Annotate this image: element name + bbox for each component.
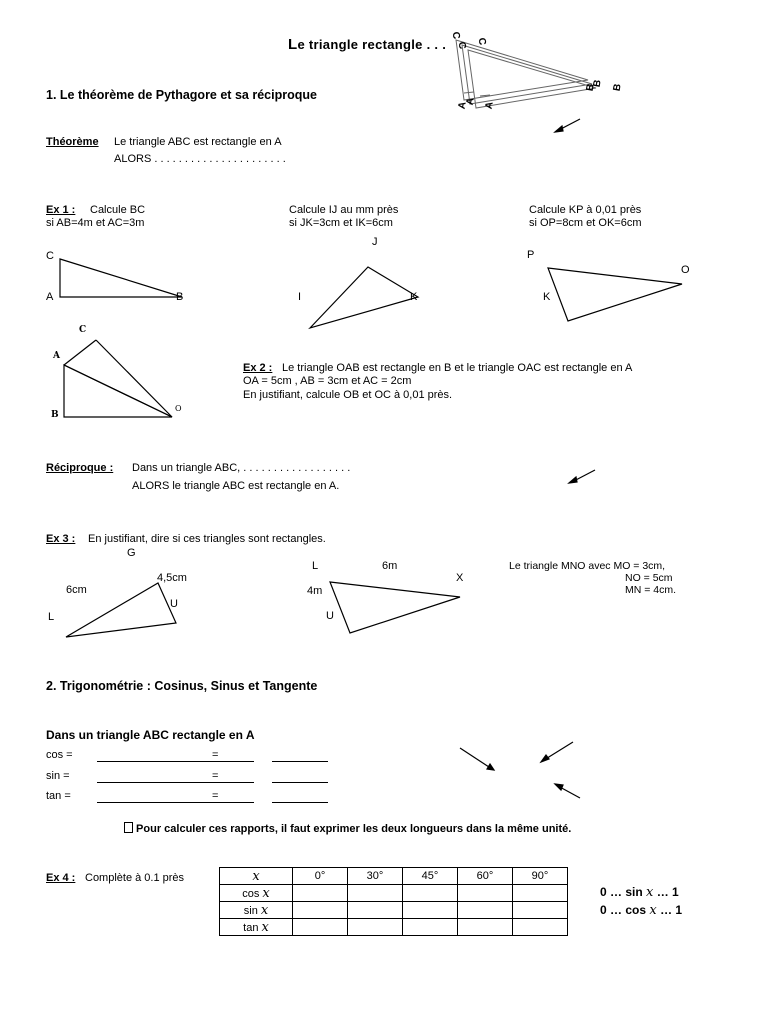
- title-dots: . . .: [422, 37, 447, 52]
- ex4-cell[interactable]: [458, 919, 513, 936]
- ex2-segment-ao: [64, 365, 172, 417]
- ex3-triangle-lxu: [330, 582, 460, 633]
- ex1-vertex-j: J: [372, 236, 378, 248]
- ex4-header-60: 60°: [458, 868, 513, 885]
- reciproque-label: Réciproque :: [46, 462, 114, 474]
- ex4-cell[interactable]: [293, 902, 348, 919]
- ex4-row-label: cos x: [220, 885, 293, 902]
- arrow-5-head: [555, 784, 563, 790]
- ex3-t1-length-1: 4,5cm: [157, 572, 187, 584]
- section1-heading: 1. Le théorème de Pythagore et sa réciproque: [46, 88, 317, 102]
- title-rest: e triangle rectangle: [297, 37, 423, 52]
- ex1-vertex-c: C: [46, 250, 54, 262]
- ex1-label: Ex 1 :: [46, 204, 76, 216]
- arrow-3-head: [487, 764, 494, 770]
- ex4-row-label: sin x: [220, 902, 293, 919]
- trig-tan-blank-2[interactable]: [272, 791, 328, 803]
- ex1-col1-line2: si AB=4m et AC=3m: [46, 217, 145, 229]
- trig-sin-blank-1[interactable]: [97, 771, 254, 783]
- logo-letter-a2: A: [464, 96, 477, 107]
- ex1-col2-line2: si JK=3cm et IK=6cm: [289, 217, 393, 229]
- ex4-header-90: 90°: [513, 868, 568, 885]
- ex4-cell[interactable]: [403, 902, 458, 919]
- trig-cos-label: cos =: [46, 749, 73, 761]
- theoreme-label: Théorème: [46, 136, 99, 148]
- ex4-row-label: tan x: [220, 919, 293, 936]
- logo-letter-a3: A: [483, 100, 496, 111]
- ex3-t1-length-2: 6cm: [66, 584, 87, 596]
- trig-note-text: Pour calculer ces rapports, il faut exprimer les deux longueurs dans la même unité.: [133, 823, 572, 835]
- ex4-header-x: x: [220, 868, 293, 885]
- trig-row-sin: [46, 770, 70, 782]
- ex4-cell[interactable]: [293, 885, 348, 902]
- ex2-line3: En justifiant, calcule OB et OC à 0,01 près.: [243, 389, 453, 401]
- ex3-t2-length-1: 6m: [382, 560, 398, 572]
- ex4-cell[interactable]: [348, 885, 403, 902]
- trig-sin-blank-2[interactable]: [272, 771, 328, 783]
- logo-letter-c2: C: [455, 40, 468, 51]
- arrow-4-head: [541, 755, 549, 762]
- ex1-vertex-a: A: [46, 291, 54, 303]
- trig-row-cos: [46, 749, 73, 761]
- ex4-bound-cos: 0 … cos x … 1: [600, 903, 683, 918]
- ex4-label: Ex 4 :: [46, 872, 76, 884]
- arrow-3: [460, 748, 492, 769]
- trig-note: [124, 822, 571, 835]
- arrow-2-head: [569, 477, 577, 483]
- ex4-cell[interactable]: [293, 919, 348, 936]
- trig-cos-blank-2[interactable]: [272, 750, 328, 762]
- ex1-triangle-abc: [60, 259, 182, 297]
- theoreme-text: Le triangle ABC est rectangle en A: [114, 136, 282, 148]
- ex1-vertex-k2: K: [543, 291, 551, 303]
- logo-letter-b3: B: [611, 82, 624, 93]
- ex2-vertex-b: B: [51, 410, 59, 420]
- trig-intro: Dans un triangle ABC rectangle en A: [46, 728, 255, 742]
- ex1-vertex-i: I: [298, 291, 302, 303]
- ex2-vertex-o: O: [175, 404, 182, 413]
- ex4-header-30: 30°: [348, 868, 403, 885]
- ex3-t2-vertex-u: U: [326, 610, 334, 622]
- page-title: [288, 36, 446, 53]
- ex3-label: Ex 3 :: [46, 533, 76, 545]
- logo-right-angle-1: [464, 92, 474, 93]
- ex4-bound-sin: 0 … sin x … 1: [600, 885, 679, 900]
- ex4-cell[interactable]: [458, 885, 513, 902]
- ex1-vertex-p: P: [527, 249, 535, 261]
- ex4-cell[interactable]: [348, 902, 403, 919]
- ex1-vertex-k: K: [410, 291, 418, 303]
- trig-row-tan: [46, 790, 71, 802]
- ex4-cell[interactable]: [403, 919, 458, 936]
- ex4-header-row: [220, 868, 568, 885]
- reciproque-line1: Dans un triangle ABC, . . . . . . . . . . . . . . . . . .: [132, 462, 351, 474]
- section2-heading: 2. Trigonométrie : Cosinus, Sinus et Tangente: [46, 679, 318, 693]
- ex3-t1-vertex-u: U: [170, 598, 178, 610]
- reciproque-line2: ALORS le triangle ABC est rectangle en A.: [132, 480, 340, 492]
- arrow-1-head: [555, 126, 563, 132]
- ex3-t2-vertex-l: L: [312, 560, 319, 572]
- trig-tan-blank-1[interactable]: [97, 791, 254, 803]
- ex4-cell[interactable]: [458, 902, 513, 919]
- ex3-text: En justifiant, dire si ces triangles sont rectangles.: [88, 533, 326, 545]
- note-box-icon: [124, 822, 133, 833]
- ex1-col2-line1: Calcule IJ au mm près: [289, 204, 399, 216]
- ex1-col3-line1: Calcule KP à 0,01 près: [529, 204, 642, 216]
- ex1-col1-line1: Calcule BC: [90, 204, 146, 216]
- ex4-cell[interactable]: [513, 902, 568, 919]
- ex1-triangle-ijk: [310, 267, 418, 328]
- ex4-cell[interactable]: [403, 885, 458, 902]
- theoreme-alors: ALORS . . . . . . . . . . . . . . . . . . . . . .: [114, 153, 286, 165]
- ex2-vertex-c: C: [79, 325, 87, 335]
- title-logo-triangles: [456, 40, 596, 111]
- logo-letter-b2: B: [591, 78, 604, 89]
- logo-letter-c3: C: [475, 36, 488, 47]
- logo-letter-a1: A: [456, 100, 469, 111]
- trig-sin-label: sin =: [46, 770, 70, 782]
- ex1-triangle-kpo: [548, 268, 682, 321]
- trig-cos-blank-1[interactable]: [97, 750, 254, 762]
- ex4-cell[interactable]: [513, 919, 568, 936]
- ex4-table: [219, 867, 568, 936]
- ex2-segment-ac: [64, 340, 96, 365]
- ex4-row-sin: [220, 902, 568, 919]
- ex4-header-45: 45°: [403, 868, 458, 885]
- ex3-t2-vertex-x: X: [456, 572, 464, 584]
- ex4-row-cos: [220, 885, 568, 902]
- ex2-label: Ex 2 :: [243, 362, 273, 374]
- ex1-col3-line2: si OP=8cm et OK=6cm: [529, 217, 642, 229]
- ex2-segment-co: [96, 340, 172, 417]
- trig-sin-equals: =: [212, 770, 219, 782]
- ex4-row-tan: [220, 919, 568, 936]
- ex3-t3-line3: MN = 4cm.: [625, 584, 677, 596]
- ex2-line2: OA = 5cm , AB = 3cm et AC = 2cm: [243, 375, 412, 387]
- ex1-vertex-o: O: [681, 264, 690, 276]
- ex2-figure: [64, 340, 172, 417]
- ex3-t3-line1: Le triangle MNO avec MO = 3cm,: [509, 560, 666, 572]
- trig-tan-equals: =: [212, 790, 219, 802]
- ex2-vertex-a: A: [53, 351, 60, 361]
- trig-tan-label: tan =: [46, 790, 71, 802]
- title-initial: L: [288, 36, 298, 53]
- ex4-cell[interactable]: [348, 919, 403, 936]
- ex3-t3-line2: NO = 5cm: [625, 572, 673, 584]
- logo-letter-b1: B: [584, 82, 597, 93]
- ex1-vertex-b: B: [176, 291, 184, 303]
- ex2-line1: Le triangle OAB est rectangle en B et le triangle OAC est rectangle en A: [282, 362, 633, 374]
- ex3-t1-vertex-l: L: [48, 611, 55, 623]
- ex4-text: Complète à 0.1 près: [85, 872, 185, 884]
- ex4-header-0: 0°: [293, 868, 348, 885]
- ex4-cell[interactable]: [513, 885, 568, 902]
- logo-letter-c1: C: [449, 30, 462, 41]
- ex3-t1-vertex-g: G: [127, 547, 136, 559]
- trig-cos-equals: =: [212, 749, 219, 761]
- ex3-t2-length-2: 4m: [307, 585, 323, 597]
